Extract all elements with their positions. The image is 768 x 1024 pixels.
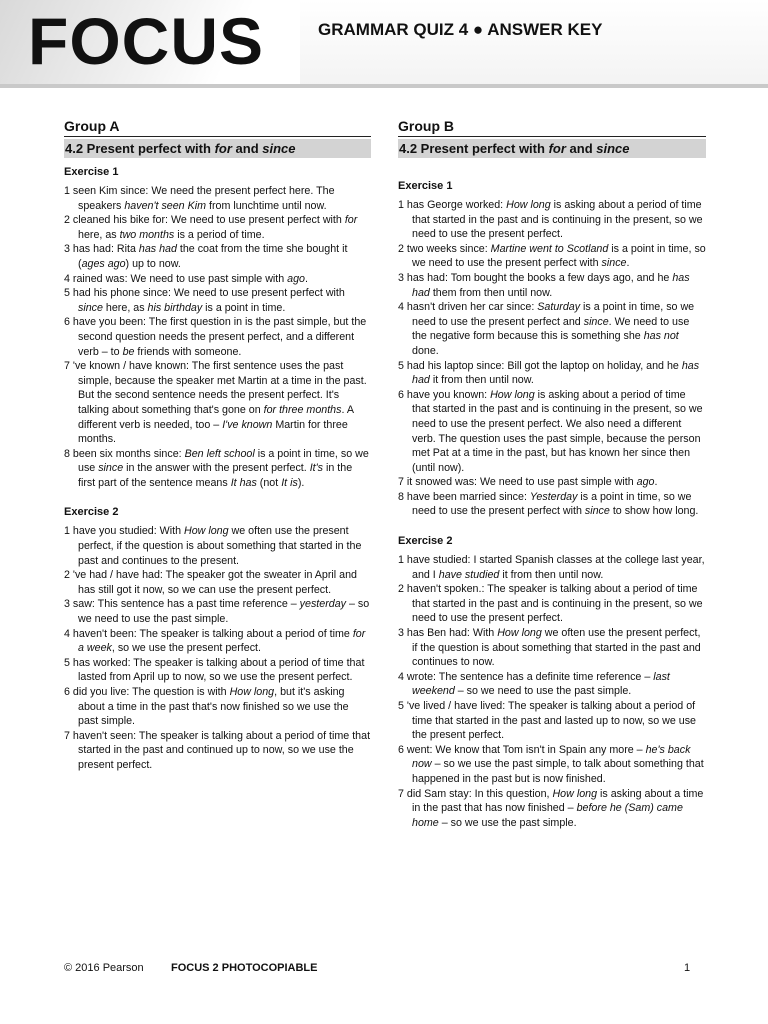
answer-text: it from then until now. xyxy=(499,568,604,581)
answer-text: is asking about a period of time that started in the past and is continuing in the present, so we need to use the present perfect. We also need a different verb. The question uses the past simple, because the person met Pat at a time in the past, but has known her since then (until now). xyxy=(412,388,703,474)
answer-item xyxy=(398,787,706,831)
answer-text: . xyxy=(305,272,308,285)
answer-italic-text: How long xyxy=(506,199,551,211)
answer-text: 1 have you studied: With xyxy=(64,525,185,538)
answer-item xyxy=(64,656,371,685)
answer-text: 2 cleaned his bike for: We need to use present perfect with xyxy=(64,214,345,227)
answer-text: is a point in time, so we use xyxy=(78,447,369,475)
answer-text: – so we need to use the past simple. xyxy=(454,685,632,698)
answer-text: Martin for three months. xyxy=(78,418,348,446)
answer-item xyxy=(64,315,371,359)
answer-text: . We need to use the negative form because this is something she xyxy=(412,315,690,343)
group-a-column xyxy=(64,118,371,773)
answer-italic-text: ago xyxy=(636,476,655,489)
answer-text: 7 've known / have known: The first sentence uses the past simple, because the speaker met Martin at a time in the past. But the second sentence needs the present perfect. It's talking about something that's gone on xyxy=(64,360,367,416)
answer-item xyxy=(398,490,706,519)
answer-text: 1 seen Kim since: We need the present perfect here. The speakers xyxy=(64,185,335,212)
answer-item xyxy=(64,729,371,773)
answer-italic-text: yesterday xyxy=(299,598,346,611)
answer-italic-text: Yesterday xyxy=(529,490,578,503)
answer-italic-text: has had xyxy=(412,271,690,299)
answer-italic-text: Saturday xyxy=(537,301,581,314)
answer-italic-text: before he (Sam) came home xyxy=(412,802,683,829)
answer-text: (not xyxy=(256,476,282,489)
answer-text: ) up to now. xyxy=(125,257,181,270)
answer-italic-text: How long xyxy=(497,627,542,640)
section-heading-text: 4.2 Present perfect with xyxy=(65,141,215,156)
answer-text: 5 've lived / have lived: The speaker is talking about a period of time that started in the past and lasted up to now, so we use the present perfect. xyxy=(398,700,696,742)
section-heading-and: and xyxy=(565,141,597,156)
answer-text: ). xyxy=(297,476,305,489)
section-heading xyxy=(64,139,371,158)
answer-item xyxy=(64,359,371,447)
answer-text: is a point in time, so we need to use the present perfect with xyxy=(412,490,692,518)
answer-item xyxy=(398,553,706,582)
answer-text: , so we use the present perfect. xyxy=(111,642,261,655)
answer-italic-text: he's back now xyxy=(412,743,691,771)
answer-item xyxy=(398,670,706,699)
photocopiable-label: FOCUS 2 PHOTOCOPIABLE xyxy=(171,962,318,974)
answer-item xyxy=(64,184,371,213)
answer-italic-text: How long xyxy=(552,787,598,800)
answer-italic-text: since xyxy=(584,505,610,518)
section-heading-for: for xyxy=(214,141,232,156)
answer-italic-text: ages ago xyxy=(81,257,126,270)
answer-italic-text: since xyxy=(583,315,609,328)
answer-text: 6 have you been: The first question in is the past simple, but the second question needs the present perfect, and a different verb – to xyxy=(64,316,367,358)
answer-italic-text: I've known xyxy=(222,418,273,431)
answer-text: 7 haven't seen: The speaker is talking about a period of time that started in the past and continued up to now, so we use the present perfect. xyxy=(64,729,371,771)
section-heading xyxy=(398,139,706,158)
answer-text: from lunchtime until now. xyxy=(206,199,327,212)
exercise-title: Exercise 1 xyxy=(398,180,453,192)
answer-item xyxy=(64,272,371,287)
copyright-notice: © 2016 Pearson xyxy=(64,962,144,974)
answer-item xyxy=(398,359,706,388)
answer-text: 8 been six months since: xyxy=(64,447,185,460)
section-heading-for: for xyxy=(548,141,566,156)
answer-italic-text: has had xyxy=(412,359,700,387)
answer-text: it from then until now. xyxy=(429,374,534,387)
page-title: GRAMMAR QUIZ 4 ● ANSWER KEY xyxy=(318,20,603,39)
page-number: 1 xyxy=(684,962,691,974)
answer-text: to show how long. xyxy=(609,505,699,518)
answer-item xyxy=(64,627,371,656)
answer-text: 6 have you known: xyxy=(398,388,491,401)
answer-text: 1 have studied: I started Spanish classes at the college last year, and I xyxy=(398,554,705,581)
answer-text: 5 had his phone since: We need to use present perfect with xyxy=(64,287,345,300)
answer-list xyxy=(398,198,706,519)
answer-italic-text: for a week xyxy=(78,627,366,655)
answer-text: – so we use the past simple, to talk about something that happened in the past but is now finished. xyxy=(412,758,704,785)
answer-text: 3 has had: Tom bought the books a few days ago, and he xyxy=(398,271,673,284)
answer-italic-text: How long xyxy=(490,388,535,401)
answer-text: 5 has worked: The speaker is talking about a period of time that lasted from April up to now, so we use the present perfect. xyxy=(64,656,365,684)
answer-text: 4 rained was: We need to use past simple with xyxy=(64,272,288,285)
answer-text: in the first part of the sentence means xyxy=(78,462,353,489)
answer-item xyxy=(398,743,706,787)
answer-text: 3 has had: Rita xyxy=(64,243,139,256)
answer-text: the coat from the time she bought it ( xyxy=(78,243,348,270)
exercise-title: Exercise 2 xyxy=(398,535,453,548)
focus-logo: FOCUS xyxy=(28,4,264,78)
exercise-title: Exercise 2 xyxy=(64,506,119,519)
answer-text: is asking about a period of time that started in the past and is continuing in the present, so we need to use the present perfect. xyxy=(412,199,703,241)
answer-italic-text: It is xyxy=(281,476,298,489)
answer-item xyxy=(398,300,706,358)
page-header xyxy=(0,0,768,86)
answer-text: . A different verb is needed, too – xyxy=(78,403,354,431)
answer-italic-text: his birthday xyxy=(147,301,203,314)
answer-italic-text: It has xyxy=(230,476,257,489)
answer-item xyxy=(398,626,706,670)
answer-italic-text: have studied xyxy=(438,568,500,581)
answer-italic-text: since xyxy=(601,257,627,270)
answer-text: 5 had his laptop since: Bill got the laptop on holiday, and he xyxy=(398,359,682,372)
answer-text: 4 hasn't driven her car since: xyxy=(398,301,538,314)
answer-text: friends with someone. xyxy=(134,345,242,358)
group-title: Group A xyxy=(64,118,371,137)
answer-text: 4 wrote: The sentence has a definite time reference – xyxy=(398,670,654,683)
answer-italic-text: ago xyxy=(287,272,306,285)
answer-item xyxy=(64,685,371,729)
answer-text: 4 haven't been: The speaker is talking about a period of time xyxy=(64,627,353,640)
answer-item xyxy=(64,242,371,271)
answer-text: is a point in time. xyxy=(202,301,286,314)
answer-italic-text: How long xyxy=(229,686,275,698)
answer-text: 3 saw: This sentence has a past time reference – xyxy=(64,598,300,611)
answer-text: 6 went: We know that Tom isn't in Spain any more – xyxy=(398,743,646,756)
answer-text: here, as xyxy=(78,228,120,241)
answer-text: is a point in time, so we need to use the present perfect with xyxy=(412,242,706,270)
answer-italic-text: for xyxy=(344,214,358,227)
answer-text: them from then until now. xyxy=(429,286,553,299)
answer-italic-text: be xyxy=(122,345,135,358)
answer-text: is asking about a time in the past that has now finished – xyxy=(412,787,704,815)
answer-item xyxy=(398,699,706,743)
answer-text: 3 has Ben had: With xyxy=(398,627,498,640)
answer-italic-text: has not xyxy=(643,330,679,343)
answer-text: we often use the present perfect, if the question is about something that started in the past and continues to now. xyxy=(412,627,701,669)
answer-item xyxy=(398,388,706,476)
answer-text: 8 have been married since: xyxy=(398,490,530,503)
answer-item xyxy=(64,524,371,568)
answer-item xyxy=(398,582,706,626)
answer-text: , but it's asking about a time in the past that's now finished so we use the past simple. xyxy=(78,686,349,728)
answer-item xyxy=(398,198,706,242)
answer-item xyxy=(64,286,371,315)
answer-item xyxy=(64,213,371,242)
answer-italic-text: haven't seen Kim xyxy=(124,199,206,212)
answer-list xyxy=(398,553,706,830)
answer-text: we often use the present perfect, if the question is about something that started in the past and continues to the present. xyxy=(78,525,362,567)
answer-text: is a period of time. xyxy=(174,228,265,241)
answer-text: 7 did Sam stay: In this question, xyxy=(398,787,553,800)
answer-italic-text: last weekend xyxy=(412,670,670,698)
answer-item xyxy=(398,475,706,490)
answer-list xyxy=(64,184,371,490)
answer-text: 2 two weeks since: xyxy=(398,242,491,255)
answer-italic-text: has had xyxy=(138,243,177,256)
answer-text: 6 did you live: The question is with xyxy=(64,686,230,698)
answer-list xyxy=(64,524,371,772)
group-title: Group B xyxy=(398,118,706,137)
answer-italic-text: two months xyxy=(119,228,175,241)
answer-italic-text: since xyxy=(98,462,124,475)
answer-item xyxy=(64,597,371,626)
answer-item xyxy=(398,271,706,300)
answer-text: here, as xyxy=(102,301,148,314)
answer-italic-text: since xyxy=(78,301,103,314)
section-heading-since: since xyxy=(596,141,630,156)
answer-text: in the answer with the present perfect. xyxy=(123,462,310,475)
group-b-column xyxy=(398,118,706,830)
answer-italic-text: Ben left school xyxy=(184,447,255,460)
answer-text: is a point in time, so we need to use the present perfect and xyxy=(412,301,695,328)
answer-text: 2 've had / have had: The speaker got the sweater in April and has still got it now, so we can use the present perfect. xyxy=(64,569,357,596)
exercise-title: Exercise 1 xyxy=(64,166,119,178)
section-heading-text: 4.2 Present perfect with xyxy=(399,141,549,156)
section-heading-since: since xyxy=(262,141,296,156)
answer-item xyxy=(64,447,371,491)
section-heading-and: and xyxy=(231,141,263,156)
answer-text: . xyxy=(654,476,658,489)
answer-italic-text: Martine went to Scotland xyxy=(490,242,609,255)
answer-item xyxy=(64,568,371,597)
answer-text: 2 haven't spoken.: The speaker is talking about a period of time that started in the past and is continuing in the present, so we need to use the present perfect. xyxy=(398,583,703,625)
answer-text: 7 it snowed was: We need to use past simple with xyxy=(398,476,637,489)
answer-text: done. xyxy=(412,344,439,357)
answer-italic-text: How long xyxy=(184,525,229,538)
answer-text: – so we need to use the past simple. xyxy=(78,598,370,626)
answer-text: 1 has George worked: xyxy=(398,199,507,211)
answer-text: – so we use the past simple. xyxy=(438,816,577,829)
answer-text: . xyxy=(626,257,630,270)
answer-item xyxy=(398,242,706,271)
answer-italic-text: It's xyxy=(309,462,324,475)
answer-italic-text: for three months xyxy=(263,403,342,416)
header-divider xyxy=(0,84,768,88)
